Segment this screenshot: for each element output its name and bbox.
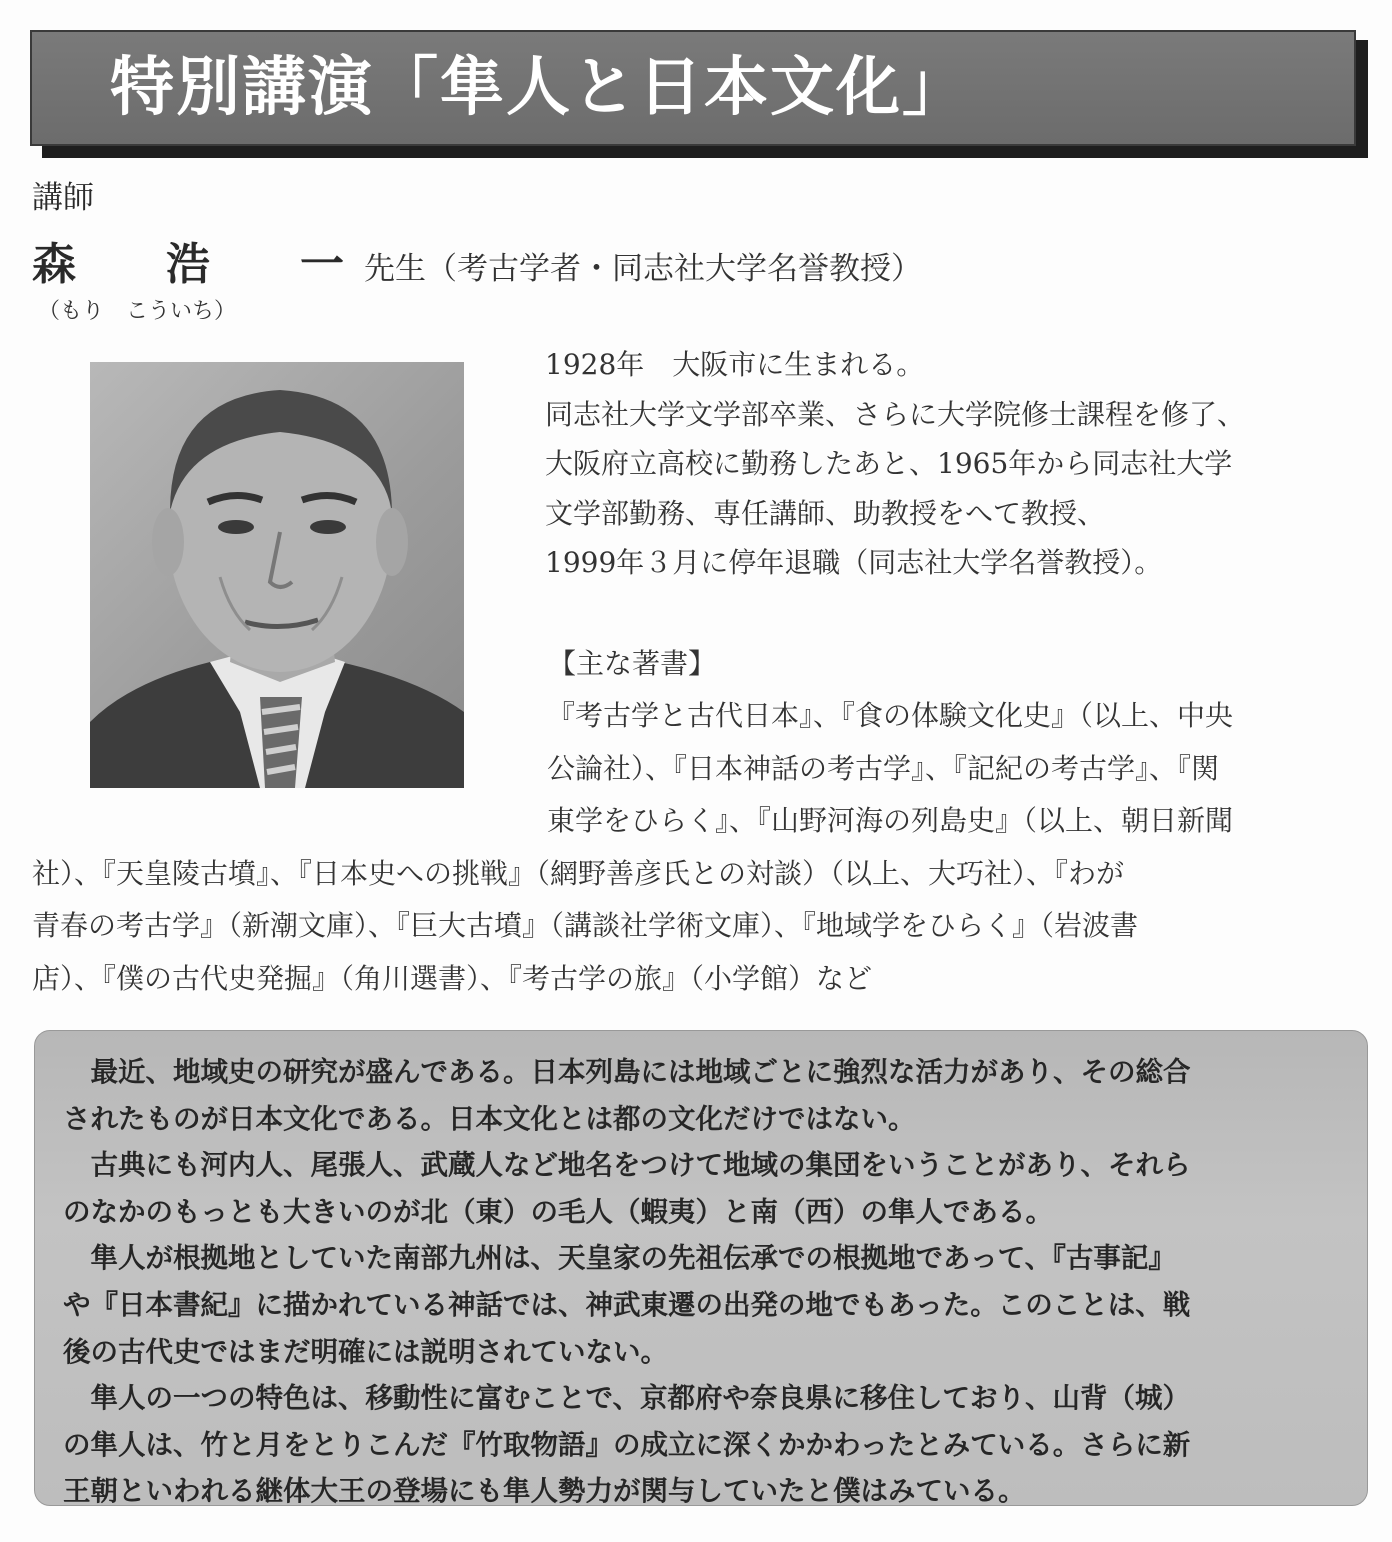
bio-line: 同志社大学文学部卒業、さらに大学院修士課程を修了、 — [545, 397, 1246, 431]
bio-line: 1999年３月に停年退職（同志社大学名誉教授）。 — [545, 546, 1163, 579]
lecturer-affiliation: 先生（考古学者・同志社大学名誉教授） — [364, 251, 922, 287]
summary-line: 隼人が根拠地としていた南部九州は、天皇家の先祖伝承での根拠地であって、『古事記』 — [63, 1242, 1176, 1275]
lecturer-label: 講師 — [32, 180, 94, 216]
works-line: 社）、『天皇陵古墳』、『日本史への挑戦』（網野善彦氏との対談）（以上、大巧社）、『わが — [32, 856, 1125, 890]
works-line: 東学をひらく』、『山野河海の列島史』（以上、朝日新聞 — [547, 804, 1234, 837]
works-heading: 【主な著書】 — [548, 647, 717, 680]
summary-line: 最近、地域史の研究が盛んである。日本列島には地域ごとに強烈な活力があり、その総合 — [63, 1056, 1191, 1088]
bio-line: 文学部勤務、専任講師、助教授をへて教授、 — [545, 496, 1106, 530]
summary-line: 隼人の一つの特色は、移動性に富むことで、京都府や奈良県に移住しており、山背（城） — [63, 1382, 1190, 1415]
summary-line: のなかのもっとも大きいのが北（東）の毛人（蝦夷）と南（西）の隼人である。 — [63, 1195, 1053, 1228]
works-list — [32, 690, 1372, 1005]
lecturer-reading: （もり こういち） — [38, 299, 237, 324]
works-line: 青春の考古学』（新潮文庫）、『巨大古墳』（講談社学術文庫）、『地域学をひらく』（岩波書 — [32, 909, 1139, 942]
bio-line: 1928年 大阪市に生まれる。 — [545, 348, 925, 381]
page-title: 特別講演「隼人と日本文化」 — [110, 51, 968, 125]
title-banner — [30, 30, 1356, 146]
bio-line: 大阪府立高校に勤務したあと、1965年から同志社大学 — [545, 447, 1233, 480]
biography — [545, 340, 1375, 588]
lecturer-name: 森浩一 — [32, 239, 434, 290]
summary-line: 後の古代史ではまだ明確には説明されていない。 — [63, 1335, 668, 1368]
works-line: 『考古学と古代日本』、『食の体験文化史』（以上、中央 — [547, 699, 1234, 732]
works-line: 店）、『僕の古代史発掘』（角川選書）、『考古学の旅』（小学館）など — [32, 961, 873, 995]
works-line: 公論社）、『日本神話の考古学』、『記紀の考古学』、『関 — [547, 751, 1220, 785]
summary-line: 古典にも河内人、尾張人、武蔵人など地名をつけて地域の集団をいうことがあり、それら — [63, 1149, 1191, 1182]
lecture-summary-text — [63, 1049, 1353, 1515]
summary-line: の隼人は、竹と月をとりこんだ『竹取物語』の成立に深くかかわったとみている。さらに新 — [63, 1428, 1191, 1461]
summary-line: 王朝といわれる継体大王の登場にも隼人勢力が関与していたと僕はみている。 — [63, 1475, 1026, 1508]
summary-line: や『日本書紀』に描かれている神話では、神武東遷の出発の地でもあった。このことは、戦 — [63, 1288, 1191, 1321]
summary-line: されたものが日本文化である。日本文化とは都の文化だけではない。 — [63, 1102, 916, 1135]
lecture-summary-box — [34, 1030, 1368, 1506]
lecturer-name-row — [32, 238, 922, 296]
